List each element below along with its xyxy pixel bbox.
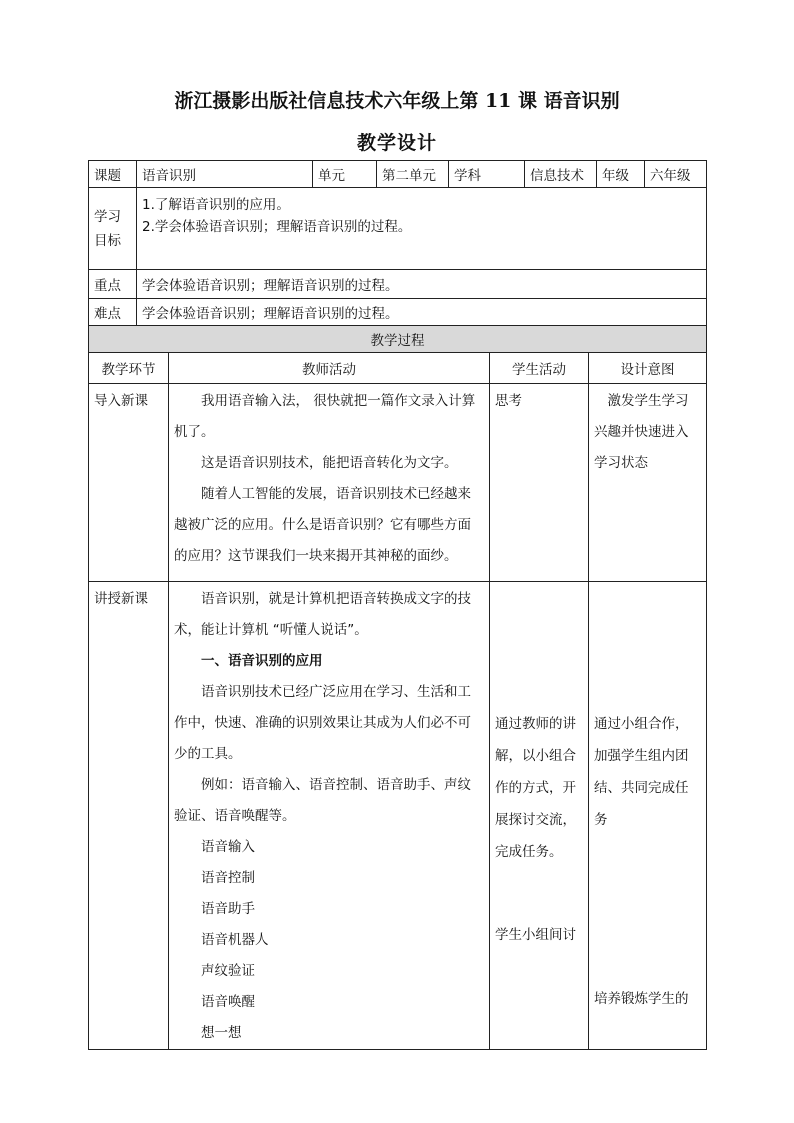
student-activity-cell: 思考 bbox=[490, 384, 589, 582]
section-heading: 一、语音识别的应用 bbox=[201, 653, 323, 669]
list-item: 语音助手 bbox=[201, 901, 255, 917]
table-row bbox=[89, 582, 707, 1050]
teacher-paragraph: 这是语音识别技术，能把语音转化为文字。 bbox=[201, 455, 458, 471]
goals-cell bbox=[137, 188, 707, 270]
process-header-row bbox=[89, 326, 707, 353]
teacher-paragraph: 例如：语音输入、语音控制、语音助手、声纹验证、语音唤醒等。 bbox=[174, 777, 471, 824]
student-activity-cell bbox=[490, 582, 589, 1050]
key-point-row bbox=[89, 270, 707, 299]
col-header-stage: 教学环节 bbox=[89, 353, 169, 384]
col-header-student: 学生活动 bbox=[490, 353, 589, 384]
intent-text: 通过小组合作，加强学生组内团结、共同完成任务 bbox=[594, 716, 689, 828]
grade-label: 年级 bbox=[597, 161, 645, 188]
topic-value: 语音识别 bbox=[137, 161, 313, 188]
document-title: 浙江摄影出版社信息技术六年级上第 11 课 语音识别 bbox=[174, 90, 620, 112]
list-item: 语音控制 bbox=[201, 870, 255, 886]
process-header: 教学过程 bbox=[89, 326, 707, 353]
col-header-intent: 设计意图 bbox=[589, 353, 707, 384]
difficulty-row bbox=[89, 299, 707, 326]
teacher-paragraph: 语音识别技术已经广泛应用在学习、生活和工作中，快速、准确的识别效果让其成为人们必不可少的工具。 bbox=[174, 684, 471, 762]
list-item: 想一想 bbox=[201, 1025, 242, 1041]
unit-label: 单元 bbox=[313, 161, 377, 188]
teacher-activity-cell bbox=[169, 582, 490, 1050]
goals-label: 学习目标 bbox=[89, 188, 137, 270]
process-column-headers bbox=[89, 353, 707, 384]
intent-text: 激发学生学习兴趣并快速进入学习状态 bbox=[594, 393, 689, 471]
subject-label: 学科 bbox=[449, 161, 525, 188]
unit-value: 第二单元 bbox=[377, 161, 449, 188]
grade-value: 六年级 bbox=[645, 161, 707, 188]
goal-item: 2.学会体验语音识别；理解语音识别的过程。 bbox=[142, 219, 412, 235]
info-row bbox=[89, 161, 707, 188]
lesson-info-table bbox=[88, 160, 707, 353]
design-intent-cell bbox=[589, 384, 707, 582]
student-text: 通过教师的讲解，以小组合作的方式，开展探讨交流，完成任务。 bbox=[495, 716, 576, 860]
document-subtitle: 教学设计 bbox=[356, 132, 437, 154]
goal-item: 1.了解语音识别的应用。 bbox=[142, 197, 290, 213]
list-item: 语音机器人 bbox=[201, 932, 269, 948]
topic-label: 课题 bbox=[89, 161, 137, 188]
key-point-label: 重点 bbox=[89, 270, 137, 299]
teacher-paragraph: 语音识别，就是计算机把语音转换成文字的技术，能让计算机 “听懂人说话”。 bbox=[174, 591, 471, 638]
list-item: 声纹验证 bbox=[201, 963, 255, 979]
teacher-paragraph: 我用语音输入法， 很快就把一篇作文录入计算机了。 bbox=[174, 393, 476, 440]
teaching-process-table bbox=[88, 352, 707, 1050]
table-row bbox=[89, 384, 707, 582]
teacher-paragraph: 随着人工智能的发展，语音识别技术已经越来越被广泛的应用。什么是语音识别？它有哪些方面的应用？这节课我们一块来揭开其神秘的面纱。 bbox=[174, 486, 471, 564]
key-point-value: 学会体验语音识别；理解语音识别的过程。 bbox=[137, 270, 707, 299]
list-item: 语音唤醒 bbox=[201, 994, 255, 1010]
list-item: 语音输入 bbox=[201, 839, 255, 855]
intent-text: 培养锻炼学生的 bbox=[594, 991, 689, 1007]
col-header-teacher: 教师活动 bbox=[169, 353, 490, 384]
difficulty-label: 难点 bbox=[89, 299, 137, 326]
design-intent-cell bbox=[589, 582, 707, 1050]
student-text: 学生小组间讨 bbox=[495, 927, 576, 943]
teacher-activity-cell bbox=[169, 384, 490, 582]
stage-cell: 讲授新课 bbox=[89, 582, 169, 1050]
difficulty-value: 学会体验语音识别；理解语音识别的过程。 bbox=[137, 299, 707, 326]
subject-value: 信息技术 bbox=[525, 161, 597, 188]
stage-cell: 导入新课 bbox=[89, 384, 169, 582]
goals-row bbox=[89, 188, 707, 270]
